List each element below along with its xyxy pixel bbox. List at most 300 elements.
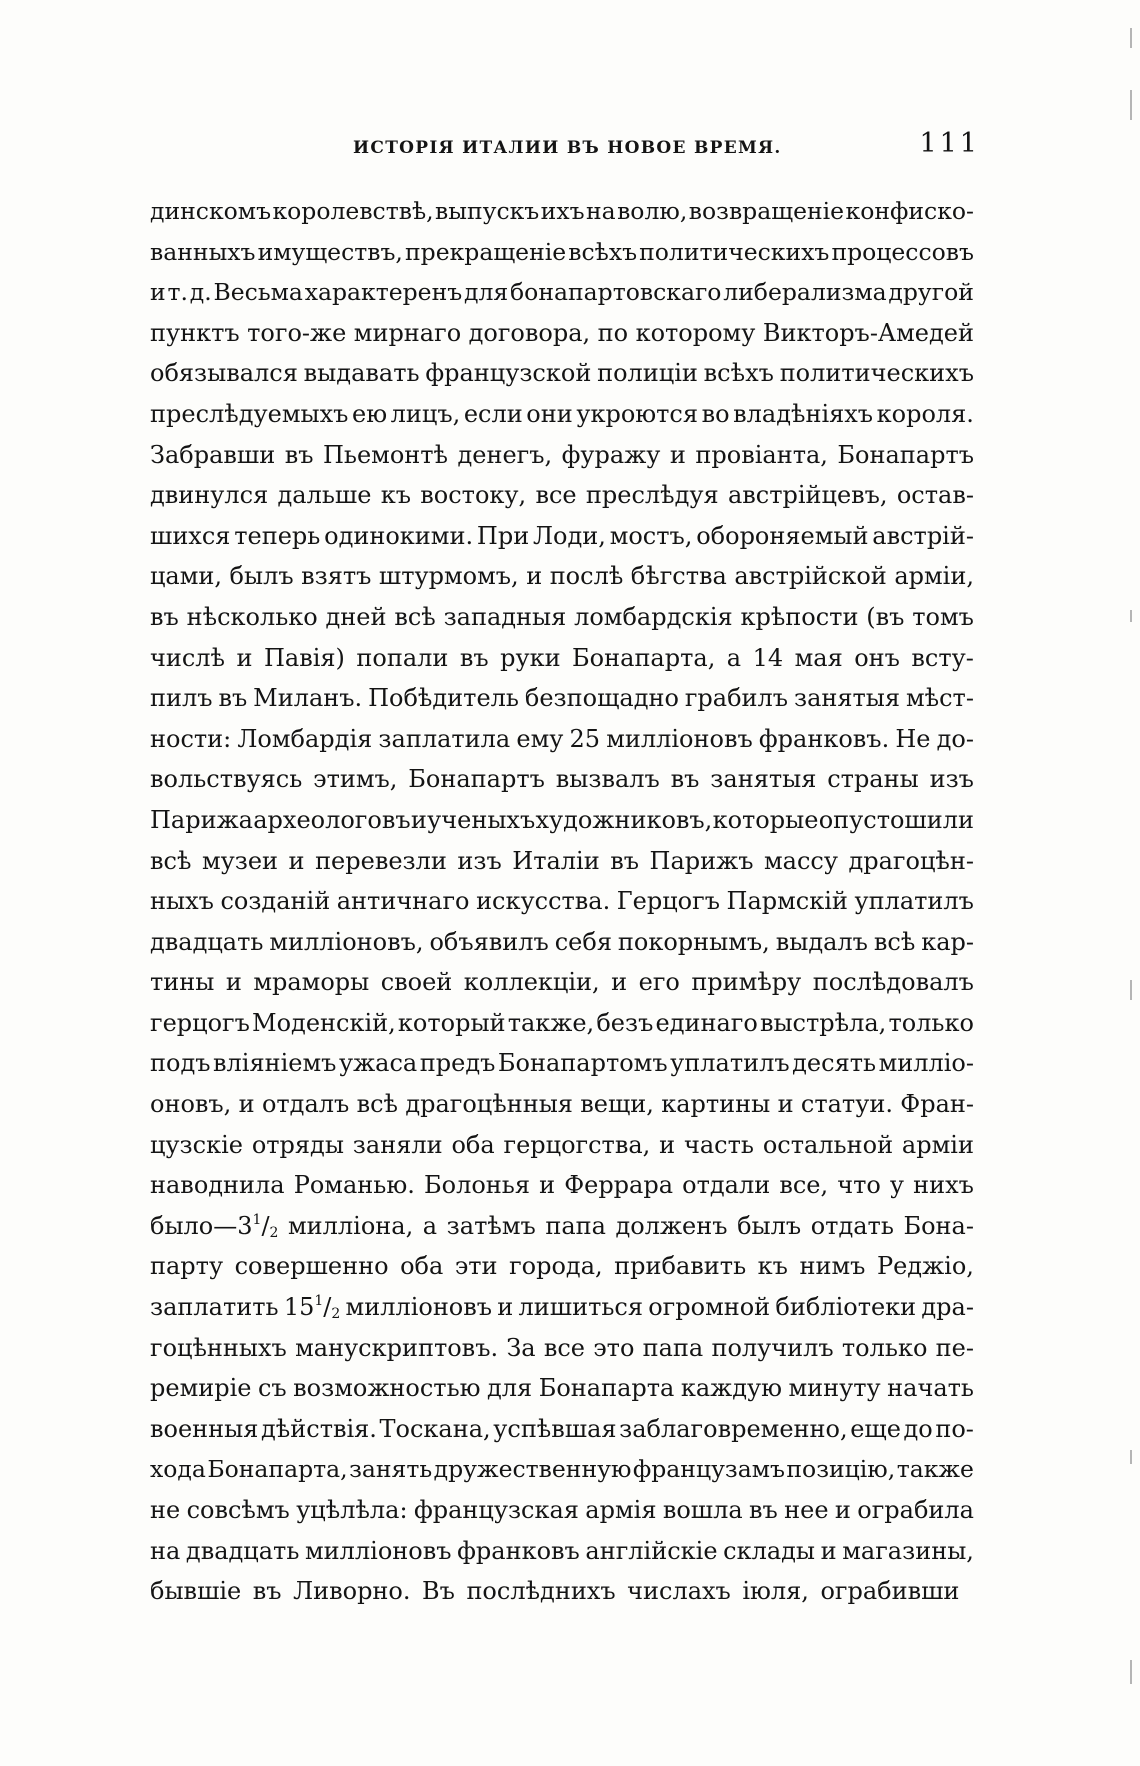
word — [150, 1206, 278, 1247]
word-text: Бонапарта — [538, 1374, 675, 1403]
word-text: ученыхъ — [427, 805, 536, 834]
word — [150, 922, 263, 963]
word-text: крѣпости — [740, 602, 859, 631]
word — [422, 1571, 455, 1612]
word — [801, 1084, 893, 1125]
word — [854, 881, 973, 922]
word — [526, 394, 572, 435]
word-text: армія — [585, 1496, 657, 1524]
word-text: уплатилъ — [854, 887, 974, 916]
word-text: милліоновъ — [345, 1293, 493, 1322]
text-line — [150, 556, 974, 597]
word — [541, 191, 585, 232]
word — [827, 759, 919, 800]
word — [937, 719, 974, 760]
word — [585, 1531, 717, 1572]
word — [187, 597, 318, 638]
word — [324, 516, 473, 557]
word — [150, 1490, 180, 1531]
word — [617, 881, 720, 922]
word-text: Герцогъ — [616, 887, 720, 916]
word — [650, 841, 754, 882]
word-text: только — [841, 1333, 928, 1362]
word — [776, 922, 868, 963]
word — [304, 353, 420, 394]
word-text: и — [410, 805, 427, 834]
word — [610, 841, 639, 882]
word-text: денегъ, — [457, 440, 553, 469]
word-text: отдали — [682, 1171, 771, 1200]
word-text: французской — [425, 359, 592, 388]
word — [733, 394, 873, 435]
word — [784, 1490, 828, 1531]
word-text: въ — [284, 440, 314, 469]
word — [598, 313, 628, 354]
word-text: ужаса — [338, 1049, 418, 1078]
word — [877, 394, 974, 435]
fraction-numerator: 1 — [252, 1211, 262, 1228]
word-text: и — [238, 1090, 255, 1119]
word — [150, 313, 240, 354]
word — [544, 1328, 585, 1369]
word-text: милліо- — [878, 1049, 974, 1078]
word-text: былъ — [229, 562, 294, 591]
word — [150, 1125, 243, 1166]
word — [586, 191, 616, 232]
word-text: которые — [712, 805, 819, 834]
word-text: они — [526, 399, 573, 428]
word — [617, 191, 687, 232]
word-text: Забравши — [150, 440, 276, 469]
word-text: д. — [189, 278, 212, 307]
word — [740, 597, 858, 638]
word-text: Побѣдитель — [368, 684, 519, 713]
word-text: попали — [356, 643, 449, 672]
word-text: французская — [413, 1496, 579, 1524]
text-line — [150, 881, 974, 922]
word — [506, 1328, 535, 1369]
word-text: и — [236, 643, 253, 672]
word-text: опустошили — [818, 805, 974, 834]
word-text: Италіи — [512, 846, 600, 875]
word-text: по- — [935, 1414, 974, 1443]
word — [661, 1084, 770, 1125]
word — [408, 759, 545, 800]
word-text: числахъ — [627, 1577, 731, 1606]
word — [586, 475, 719, 516]
word — [150, 475, 268, 516]
word — [888, 1003, 974, 1044]
word-text: въ — [459, 643, 489, 672]
word — [150, 1043, 211, 1084]
text-line — [150, 1003, 974, 1044]
word-text: одинокими. — [324, 521, 474, 550]
word-text: руки — [500, 643, 561, 672]
word-text: (въ — [866, 602, 905, 631]
word — [235, 1246, 389, 1287]
word — [262, 1084, 349, 1125]
word — [794, 678, 900, 719]
word-text: и — [526, 562, 543, 591]
word-text: единаго — [655, 1008, 758, 1037]
word-text: конфиско- — [845, 197, 974, 225]
word-text: также — [896, 1455, 974, 1484]
word-text: оба — [451, 1130, 495, 1159]
word — [572, 638, 715, 679]
word-text: въ — [670, 765, 700, 794]
scan-edge-mark — [1130, 1660, 1132, 1684]
word — [533, 516, 606, 557]
word-text: возвращеніе — [688, 197, 845, 225]
word — [764, 841, 838, 882]
fraction-denominator: 2 — [269, 1224, 279, 1241]
word — [352, 394, 387, 435]
word-text: кар- — [921, 927, 974, 956]
word-text: короля. — [876, 399, 974, 428]
word — [866, 597, 904, 638]
word-text: политическихъ — [639, 237, 830, 266]
word-text: если — [463, 399, 523, 428]
word-text: вошла — [662, 1496, 743, 1524]
word — [504, 1125, 651, 1166]
word-text: занятыя — [793, 684, 901, 713]
word — [234, 516, 320, 557]
word — [682, 1165, 770, 1206]
word-text: ограбивши — [820, 1577, 960, 1606]
word-text: долженъ — [615, 1211, 728, 1240]
word-text: обязывался — [150, 359, 298, 388]
word-text: пе- — [935, 1333, 974, 1362]
word-text: предъ — [419, 1049, 496, 1078]
word — [457, 1531, 580, 1572]
word-text: преслѣдуемыхъ — [150, 399, 349, 428]
word — [278, 475, 372, 516]
word-text: герцогства, — [503, 1130, 651, 1159]
word — [854, 638, 900, 679]
word — [313, 759, 397, 800]
word-text: мая — [794, 643, 843, 672]
word — [659, 1125, 675, 1166]
word — [337, 881, 470, 922]
word — [763, 1125, 893, 1166]
word — [391, 394, 461, 435]
word — [753, 638, 784, 679]
word — [576, 394, 698, 435]
word — [837, 435, 974, 476]
word — [935, 1409, 974, 1450]
word — [150, 1287, 279, 1328]
word-text: выпускъ — [435, 197, 540, 225]
word — [326, 597, 387, 638]
word-text: и — [777, 1090, 794, 1119]
word — [339, 1043, 417, 1084]
word — [611, 962, 627, 1003]
word — [460, 638, 489, 679]
word — [912, 597, 974, 638]
word — [877, 1246, 974, 1287]
word — [252, 1125, 344, 1166]
word-text: дней — [325, 602, 387, 631]
word — [493, 1409, 616, 1450]
word-text: въ — [252, 1577, 282, 1606]
word — [512, 841, 599, 882]
word — [150, 1368, 251, 1409]
word-text: этимъ, — [313, 765, 398, 794]
word-text: нихъ — [913, 1171, 974, 1200]
word — [710, 759, 816, 800]
word — [655, 1003, 757, 1044]
word — [150, 962, 214, 1003]
word-text: франковъ — [457, 1536, 580, 1565]
word-text: было—3 — [150, 1211, 253, 1240]
word-text: ности: — [150, 724, 232, 753]
word — [294, 1165, 415, 1206]
word — [301, 556, 371, 597]
word — [930, 759, 974, 800]
word-text: отдалъ — [261, 1090, 350, 1119]
word-text: мѣст- — [905, 684, 974, 713]
word-text: 25 — [569, 724, 601, 753]
word-text: и — [834, 1496, 851, 1524]
word-text: Болонья — [423, 1171, 530, 1200]
word-text: музеи — [201, 846, 279, 875]
word — [469, 313, 591, 354]
word — [795, 638, 843, 679]
word-text: провіанта, — [695, 440, 828, 469]
word-text: числѣ — [150, 643, 226, 672]
word-text: картины — [661, 1090, 771, 1119]
word — [429, 922, 548, 963]
word-text: Реджіо, — [876, 1252, 974, 1281]
word — [150, 353, 298, 394]
word-text: совершенно — [234, 1252, 389, 1281]
word — [562, 435, 661, 476]
word-text: все, — [779, 1171, 829, 1200]
word-text: всѣ — [873, 927, 916, 956]
text-line — [150, 1449, 974, 1490]
word-text: Фран- — [900, 1090, 974, 1119]
word — [702, 394, 730, 435]
word — [458, 435, 553, 476]
word-text: цами, — [150, 562, 223, 591]
word-text: мостъ, — [609, 521, 693, 550]
text-line — [150, 800, 974, 841]
word — [354, 313, 461, 354]
word-text: При — [476, 521, 530, 550]
word-text: лицъ, — [390, 399, 461, 428]
word-text: античнаго — [336, 887, 470, 916]
word — [434, 1449, 632, 1490]
text-line — [150, 922, 974, 963]
word — [214, 272, 303, 313]
text-line — [150, 638, 974, 679]
word — [895, 719, 930, 760]
word — [420, 475, 526, 516]
fraction-slash: / — [261, 1211, 270, 1240]
word — [614, 1246, 746, 1287]
word — [704, 353, 774, 394]
word-text: ограбила — [857, 1496, 974, 1524]
text-line — [150, 1206, 974, 1247]
scan-edge-mark — [1130, 90, 1132, 120]
word — [411, 800, 427, 841]
word — [476, 881, 610, 922]
word — [779, 1165, 828, 1206]
word-text: себя — [554, 927, 612, 956]
word-text: затѣмъ — [446, 1211, 536, 1240]
word-text: безпощадно — [524, 684, 679, 713]
word — [819, 800, 974, 841]
word — [150, 516, 230, 557]
word — [671, 759, 700, 800]
word-text: пилъ — [150, 684, 213, 713]
word — [150, 191, 271, 232]
word — [150, 435, 275, 476]
word-text: т. — [167, 278, 188, 307]
text-line — [150, 232, 974, 273]
word-text: мирнаго — [353, 318, 462, 347]
word — [846, 191, 975, 232]
text-line — [150, 719, 974, 760]
word — [539, 1165, 555, 1206]
word-text: всѣ — [356, 1090, 399, 1119]
word — [288, 1206, 413, 1247]
word — [150, 881, 214, 922]
word — [684, 1125, 754, 1166]
scan-edge-mark — [1130, 610, 1132, 622]
word-text: возможностью — [293, 1374, 481, 1403]
word-text: остальной — [762, 1130, 894, 1159]
word-text: изъ — [929, 765, 974, 794]
word — [900, 1084, 974, 1125]
word-text: подъ — [150, 1049, 211, 1078]
word — [742, 1571, 809, 1612]
word-text: это — [593, 1333, 635, 1362]
word — [252, 1003, 396, 1044]
word — [786, 1449, 895, 1490]
word — [295, 1328, 498, 1369]
word-text: іюля, — [742, 1577, 809, 1606]
word-text: либерализма — [723, 278, 887, 307]
word — [535, 475, 576, 516]
word-text: взятъ — [301, 562, 372, 591]
page-number: 111 — [919, 128, 980, 159]
fraction-numerator: 1 — [314, 1293, 324, 1310]
word-text: его — [638, 968, 680, 997]
text-line — [150, 841, 974, 882]
word — [230, 556, 294, 597]
word-text: волю, — [617, 197, 688, 225]
word — [150, 272, 166, 313]
word-text: часть — [684, 1130, 754, 1159]
word — [911, 638, 973, 679]
word-text: драгоцѣнныя — [405, 1090, 573, 1119]
word — [727, 638, 741, 679]
word — [695, 435, 828, 476]
text-line — [150, 962, 974, 1003]
word — [820, 1571, 959, 1612]
word-text: примѣру — [691, 968, 802, 997]
word — [398, 1003, 506, 1044]
word-text: въ — [218, 684, 248, 713]
word-text: десять — [792, 1049, 877, 1078]
word-text: и — [497, 1293, 514, 1322]
word — [890, 1165, 904, 1206]
word-text: процессовъ — [831, 237, 974, 266]
word — [381, 962, 453, 1003]
text-line — [150, 313, 974, 354]
word-text: всѣ — [394, 602, 436, 631]
word-text: хода — [150, 1455, 206, 1484]
word — [356, 638, 448, 679]
word — [150, 1531, 180, 1572]
word-text: заплатила — [378, 724, 511, 753]
word — [536, 800, 713, 841]
word-text: всту- — [911, 643, 974, 672]
word — [759, 719, 889, 760]
word — [887, 1368, 974, 1409]
word-text: преслѣдуя — [585, 481, 719, 510]
word-text: коллекціи, — [463, 968, 600, 997]
word-text: наводнила — [150, 1171, 285, 1200]
word-text: и — [539, 1171, 556, 1200]
word-text: магазины, — [842, 1536, 974, 1565]
word-text: двадцать — [150, 927, 264, 956]
word-text: минуту — [788, 1374, 881, 1403]
word — [150, 800, 253, 841]
word — [821, 1531, 837, 1572]
word-text: все — [543, 1333, 585, 1362]
word — [850, 1409, 901, 1450]
word-text: Парижъ — [649, 846, 754, 875]
word-text: по — [597, 318, 629, 347]
word — [423, 1206, 437, 1247]
word — [545, 1206, 606, 1247]
word-text: дѣйствія. — [261, 1414, 377, 1443]
word — [749, 1490, 778, 1531]
word — [792, 1043, 876, 1084]
word — [150, 394, 348, 435]
word — [897, 475, 974, 516]
text-line — [150, 597, 974, 638]
text-line — [150, 1328, 974, 1369]
word — [936, 1328, 974, 1369]
text-line — [150, 516, 974, 557]
word-text: парту — [150, 1252, 224, 1281]
word — [323, 435, 448, 476]
word — [510, 272, 721, 313]
word — [639, 962, 680, 1003]
word-text: арміи — [901, 1130, 974, 1159]
word — [670, 435, 686, 476]
word — [597, 353, 698, 394]
running-title: ИСТОРІЯ ИТАЛИИ ВЪ НОВОЕ ВРЕМЯ. — [353, 138, 782, 158]
word-text: Бонапарта, — [572, 643, 716, 672]
word — [516, 719, 563, 760]
word-text: до- — [936, 724, 974, 753]
word-text: австрій- — [872, 521, 974, 550]
word-text: начать — [887, 1374, 974, 1403]
word — [150, 841, 191, 882]
word — [150, 638, 225, 679]
word — [799, 1246, 865, 1287]
word-text: За — [506, 1333, 536, 1362]
word-text: получилъ — [711, 1333, 834, 1362]
word — [239, 1084, 255, 1125]
word-text: прибавить — [614, 1252, 747, 1281]
word — [353, 1125, 443, 1166]
word — [921, 1287, 974, 1328]
